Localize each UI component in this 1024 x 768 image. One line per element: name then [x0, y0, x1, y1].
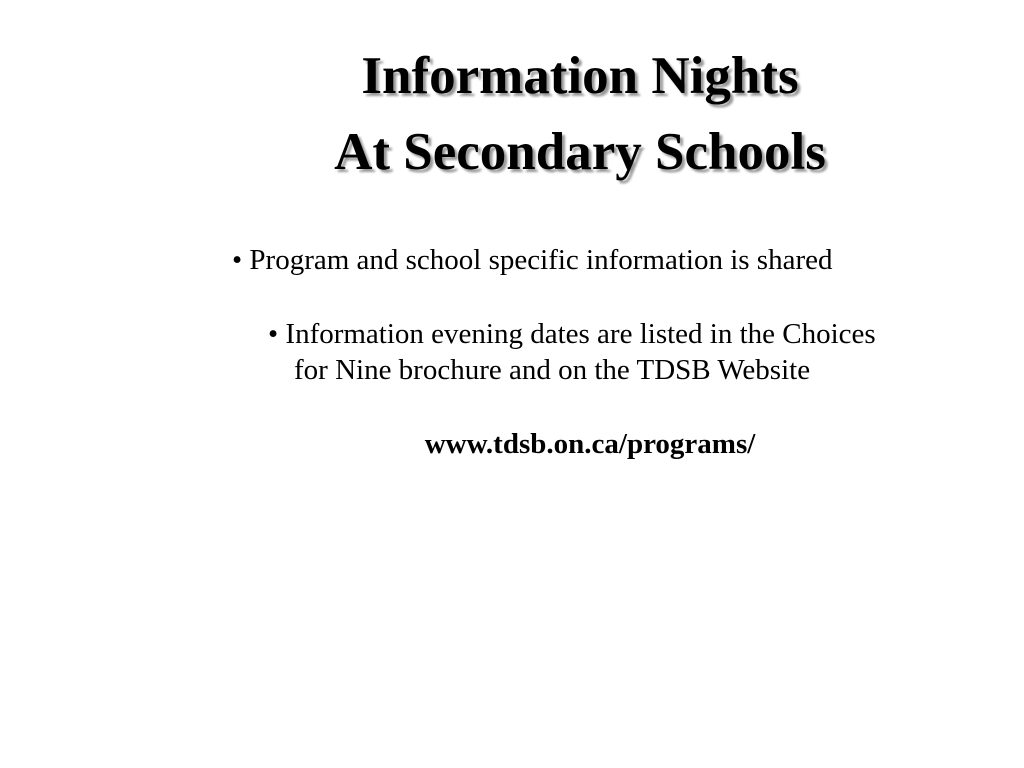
bullet-text: Program and school specific information is shared	[249, 244, 833, 276]
bullet-marker: •	[232, 244, 243, 276]
bullet-text-line-2: for Nine brochure and on the TDSB Website	[294, 354, 811, 386]
slide-title-line-1: Information Nights	[361, 47, 799, 105]
slide-title-line-2: At Secondary Schools	[334, 123, 826, 181]
bullet-text-line-1: Information evening dates are listed in the Choices	[285, 318, 876, 350]
bullet-marker: •	[268, 318, 279, 350]
programs-url: www.tdsb.on.ca/programs/	[424, 428, 756, 460]
bullet-item-program-info	[232, 242, 832, 278]
bullet-item-info-dates	[268, 316, 876, 388]
slide-title	[200, 38, 960, 190]
